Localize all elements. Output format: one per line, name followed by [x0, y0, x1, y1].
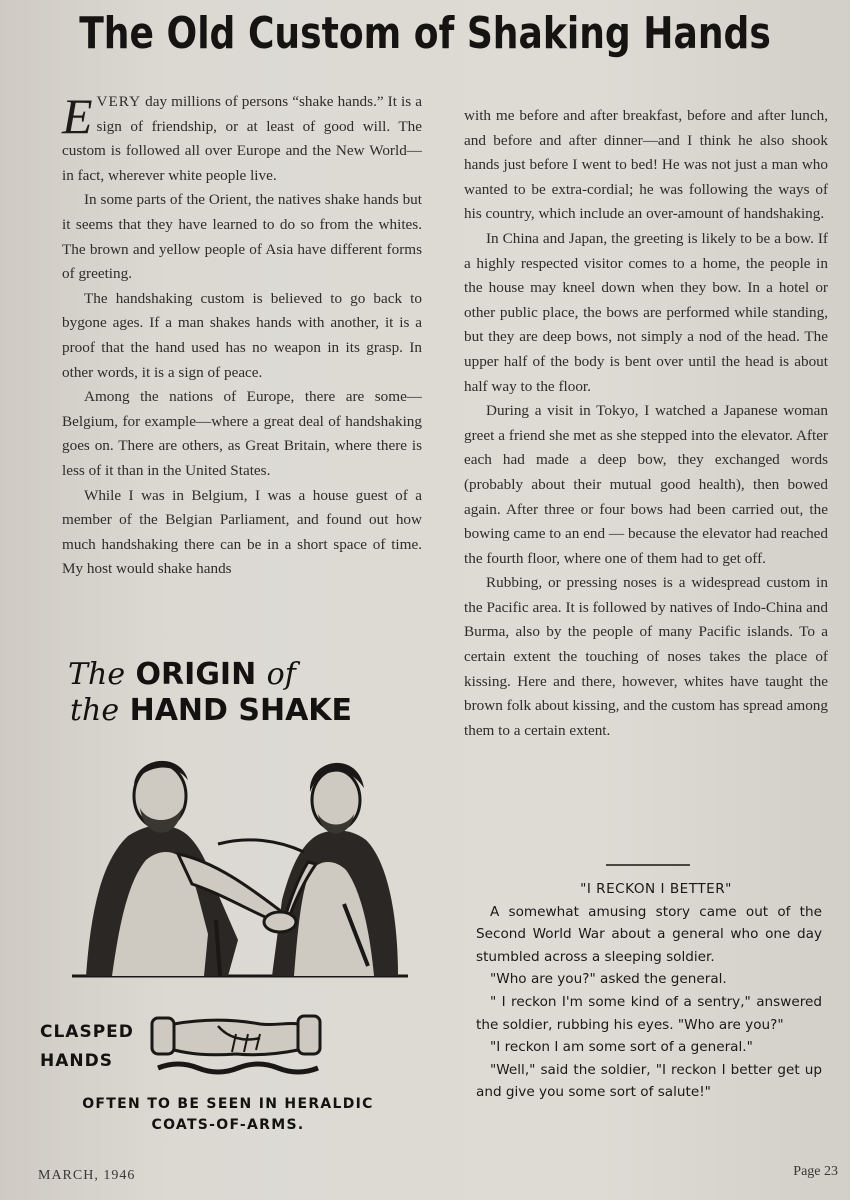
- story-paragraph: "Who are you?" asked the general.: [490, 971, 727, 988]
- right-column: [464, 104, 828, 743]
- story-paragraph: "Well," said the soldier, "I reckon I better get up and give you some sort of salute!": [476, 1061, 822, 1101]
- paragraph-text: day millions of persons “shake hands.” It is a sign of friendship, or at least of good will. The custom is followed all over Europe and the New World—in fact, wherever white people live.: [62, 93, 422, 184]
- story-paragraph: "I reckon I am some sort of a general.": [490, 1039, 753, 1056]
- paragraph: Among the nations of Europe, there are some—Belgium, for example—where a great deal of handshaking goes on. There are others, as Great Britain, where there is less of it than in the United States.: [62, 388, 422, 479]
- paragraph: While I was in Belgium, I was a house guest of a member of the Belgian Parliament, and found out how much handshaking there can be in a short space of time. My host would shake hands: [62, 486, 422, 578]
- title-word: of: [266, 657, 296, 692]
- story-paragraph: A somewhat amusing story came out of the Second World War about a general who one day stumbled across a sleeping soldier.: [476, 903, 822, 965]
- story-paragraph: " I reckon I'm some kind of a sentry," answered the soldier, rubbing his eyes. "Who are you?": [476, 993, 822, 1033]
- label-line: HANDS: [40, 1051, 113, 1071]
- page-number: Page 23: [793, 1164, 838, 1179]
- title-word: The: [68, 657, 126, 692]
- two-men-shaking-hands-illustration: [68, 744, 412, 982]
- article-title: The Old Custom of Shaking Hands: [79, 8, 771, 59]
- title-word: HAND SHAKE: [129, 693, 353, 728]
- paragraph: In China and Japan, the greeting is likely to be a bow. If a highly respected visitor comes to a home, the people in the house may kneel down when they bow. In a hotel or other public place, the bows are performed while standing, but they are deep bows, not simply a nod of the head. The upper half of the body is bent over until the head is about half way to the floor.: [464, 229, 828, 395]
- paragraph: Rubbing, or pressing noses is a widespread custom in the Pacific area. It is followed by natives of Indo-China and Burma, also by the people of many Pacific islands. To a certain extent the touching of noses takes the place of kissing. Here and there, however, whites have taught the brown folk about kissing, and the custom has spread among them to a certain extent.: [464, 574, 828, 739]
- caption-line: OFTEN TO BE SEEN IN HERALDIC: [82, 1096, 374, 1112]
- illustration-title: [68, 658, 408, 730]
- paragraph: [62, 90, 422, 188]
- label-line: CLASPED: [40, 1022, 134, 1042]
- caption-line: COATS-OF-ARMS.: [151, 1117, 305, 1133]
- clasped-hands-icon: [148, 1004, 324, 1080]
- paragraph: The handshaking custom is believed to go back to bygone ages. If a man shakes hands with another, it is a proof that the hand used has no weapon in its grasp. In other words, it is a sign of peace.: [62, 289, 422, 381]
- title-word: the: [70, 693, 120, 728]
- story-heading: "I RECKON I BETTER": [580, 881, 732, 897]
- title-word: ORIGIN: [135, 657, 257, 692]
- clasped-hands-label: [40, 1018, 160, 1076]
- paragraph: During a visit in Tokyo, I watched a Japanese woman greet a friend she met as she stepped into the elevator. After each had made a deep bow, they exchanged words (probably about their mutual good health), then bowed again. After three or four bows had been carried out, the bowing came to an end — because the elevator had reached the fourth floor, where one of them had to get off.: [464, 402, 828, 567]
- issue-date: MARCH, 1946: [38, 1168, 136, 1183]
- paragraph: with me before and after breakfast, before and after lunch, and before and after dinner—and I think he also shook hands just before I went to bed! He was not just a man who wanted to be extra-cordial; he was following the ways of his country, which include an over-amount of handshaking.: [464, 107, 828, 223]
- drop-cap: E: [62, 88, 93, 144]
- sidebar-story: [476, 878, 822, 1104]
- left-column: [62, 90, 422, 582]
- section-divider: [606, 864, 690, 866]
- opening-caps: VERY: [96, 93, 142, 110]
- heraldic-caption: [40, 1094, 416, 1136]
- paragraph: In some parts of the Orient, the natives shake hands but it seems that they have learned to do so from the whites. The brown and yellow people of Asia have different forms of greeting.: [62, 191, 422, 283]
